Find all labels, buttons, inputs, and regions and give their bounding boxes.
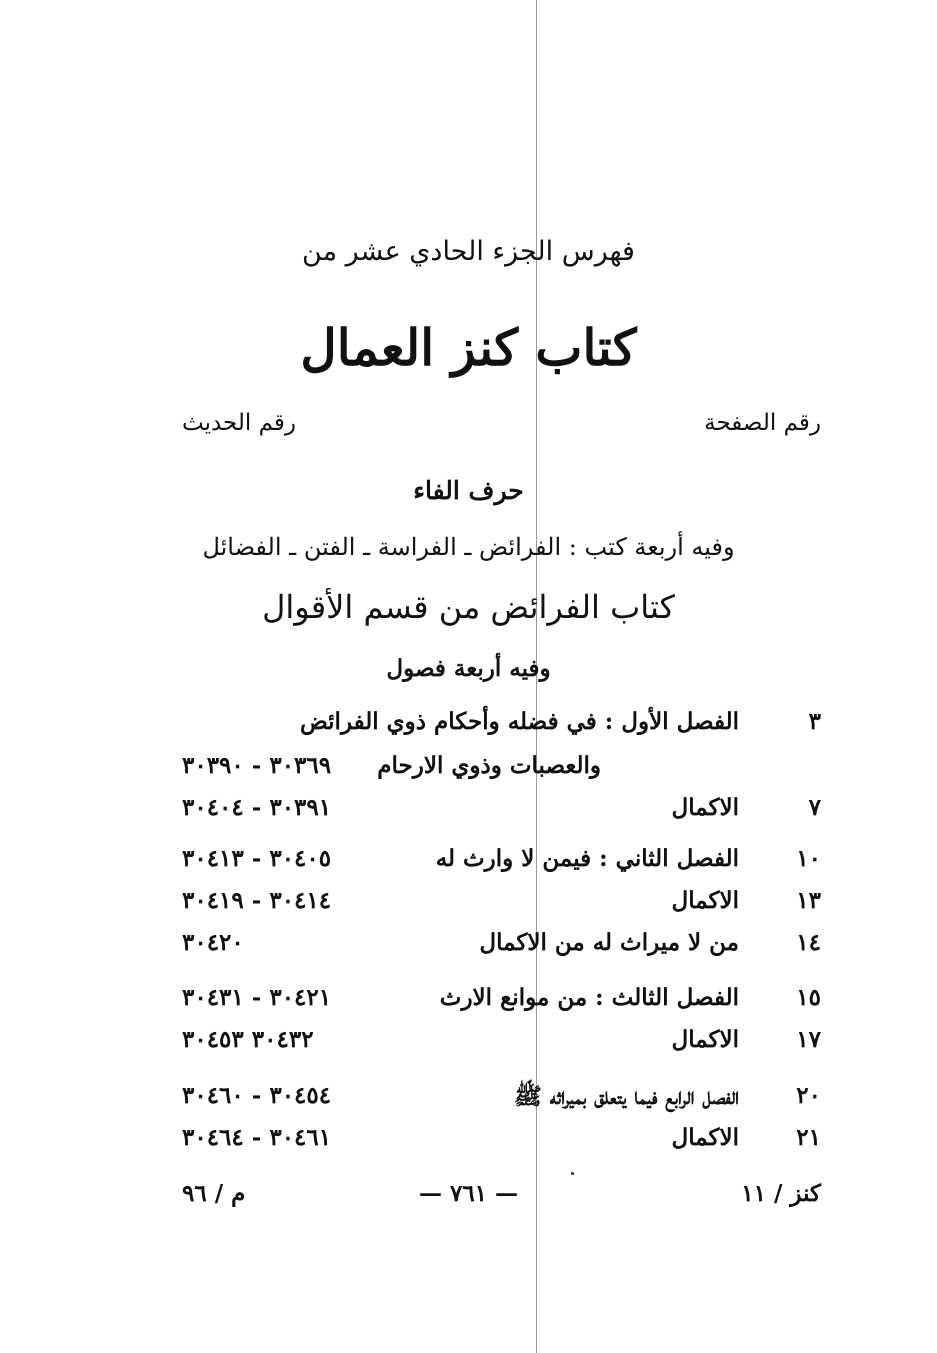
book-title: كتاب كنز العمال <box>300 318 637 377</box>
section-title: كتاب الفرائض من قسم الأقوال <box>262 588 675 626</box>
chapters-count-line: وفيه أربعة فصول <box>386 655 551 682</box>
toc-page-number: ٧ <box>808 794 821 821</box>
page-number-column-header: رقم الصفحة <box>704 410 821 436</box>
books-list-line: وفيه أربعة كتب : الفرائض ـ الفراسة ـ الفتن ـ الفضائل <box>202 533 735 561</box>
toc-page-number: ٢١ <box>796 1124 821 1151</box>
toc-row <box>0 708 937 748</box>
toc-row <box>0 1124 937 1164</box>
toc-row <box>0 1082 937 1122</box>
print-speck <box>571 1172 574 1175</box>
toc-hadith-range: ٣٠٣٦٩ - ٣٠٣٩٠ <box>182 752 332 779</box>
toc-hadith-range: ٣٠٤٦١ - ٣٠٤٦٤ <box>182 1124 332 1151</box>
footer-page-number: — ٧٦١ — <box>418 1180 519 1207</box>
letter-title: حرف الفاء <box>413 476 524 505</box>
toc-row <box>0 929 937 969</box>
toc-page-number: ١٣ <box>796 887 821 914</box>
toc-hadith-range: ٣٠٤٠٥ - ٣٠٤١٣ <box>182 845 332 872</box>
toc-hadith-range: ٣٠٤٢١ - ٣٠٤٣١ <box>182 984 332 1011</box>
toc-entry-label: الفصل الأول : في فضله وأحكام ذوي الفرائض <box>299 708 739 735</box>
toc-hadith-range: ٣٠٤٥٤ - ٣٠٤٦٠ <box>182 1082 332 1109</box>
toc-page-number: ١٧ <box>796 1026 821 1053</box>
toc-entry-label: الفصل الثاني : فيمن لا وارث له <box>435 845 739 872</box>
toc-row <box>0 887 937 927</box>
footer-signature-mark: م / ٩٦ <box>182 1180 246 1207</box>
index-heading: فهرس الجزء الحادي عشر من <box>302 236 635 267</box>
toc-hadith-range: ٣٠٤١٤ - ٣٠٤١٩ <box>182 887 332 914</box>
toc-hadith-range: ٣٠٤٢٠ <box>182 929 244 956</box>
toc-page-number: ١٠ <box>796 845 821 872</box>
toc-entry-label: الفصل الثالث : من موانع الارث <box>439 984 739 1011</box>
hadith-number-column-header: رقم الحديث <box>182 410 297 436</box>
toc-row <box>0 1026 937 1066</box>
toc-row <box>0 984 937 1024</box>
toc-row <box>0 794 937 834</box>
toc-page-number: ١٤ <box>796 929 821 956</box>
toc-page-number: ٣ <box>808 708 821 735</box>
toc-entry-label: الاكمال <box>671 1124 739 1151</box>
toc-row <box>0 845 937 885</box>
toc-entry-label: والعصبات وذوي الارحام <box>377 752 601 779</box>
footer-volume-mark: كنز / ١١ <box>741 1180 821 1207</box>
toc-entry-label: الاكمال <box>671 1026 739 1053</box>
toc-entry-label: الاكمال <box>671 887 739 914</box>
toc-hadith-range: ٣٠٣٩١ - ٣٠٤٠٤ <box>182 794 332 821</box>
toc-hadith-range: ٣٠٤٣٢ ٣٠٤٥٣ <box>182 1026 314 1053</box>
toc-entry-label: من لا ميراث له من الاكمال <box>479 929 739 956</box>
toc-entry-label: الفصل الرابع فيما يتعلق بميراثه ﷺ <box>513 1083 739 1110</box>
toc-entry-label: الاكمال <box>671 794 739 821</box>
toc-page-number: ٢٠ <box>796 1082 821 1109</box>
toc-page-number: ١٥ <box>796 984 821 1011</box>
toc-row <box>0 752 937 792</box>
